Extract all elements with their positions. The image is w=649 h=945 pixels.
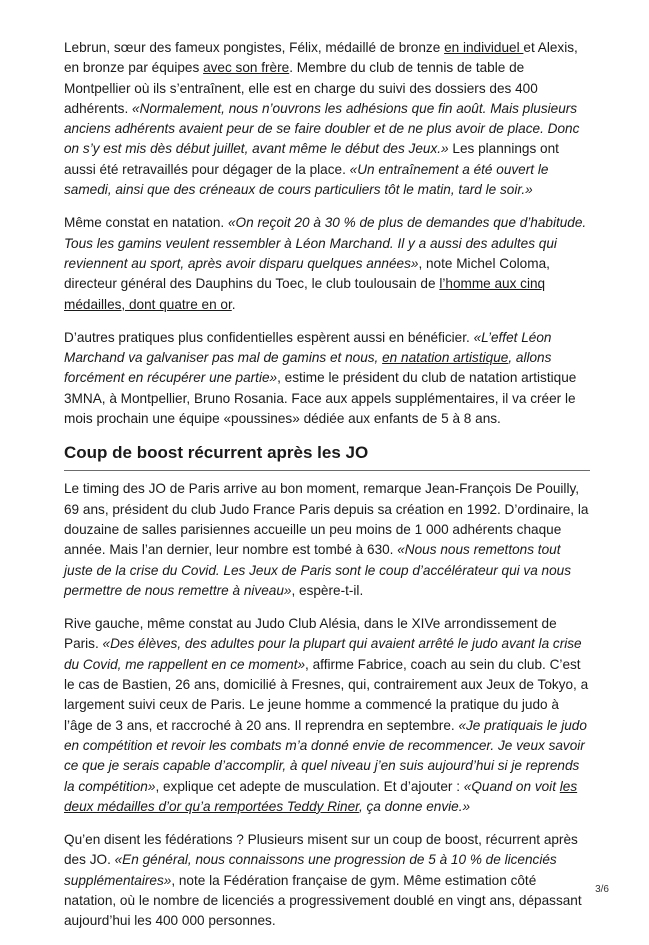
- text-segment: , affirme Fabrice, coach au sein du club. C’est le cas de Bastien, 26 ans, domicilié à Fresnes, qui, contrairement aux Jeux de Tokyo, a largement suivi ceux de Paris. Le jeune homme a commencé la pratique du judo à l’âge de 3 ans, et raccroché à 20 ans. Il reprendra en septembre.: [64, 656, 589, 733]
- quote-text: «Un entraînement a été ouvert le samedi, ainsi que des créneaux de cours particuliers tôt le matin, tard le soir.»: [64, 161, 549, 198]
- article-body: [64, 38, 590, 945]
- inline-link[interactable]: avec son frère: [203, 60, 290, 76]
- inline-link[interactable]: en natation artistique: [382, 350, 509, 366]
- text-segment: Rive gauche, même constat au Judo Club Alésia, dans le XIVe arrondissement de Paris.: [64, 616, 557, 652]
- paragraph: [64, 38, 590, 200]
- text-segment: , note Michel Coloma, directeur général des Dauphins du Toec, le club toulousain de: [64, 255, 550, 292]
- quote-text: «En général, nous connaissons une progression de 5 à 10 % de licenciés supplémentaires»: [64, 852, 557, 888]
- text-segment: et Alexis, en bronze par équipes: [64, 40, 578, 76]
- text-segment: .: [231, 296, 236, 312]
- paragraph: [64, 328, 590, 429]
- text-segment: D’autres pratiques plus confidentielles espèrent aussi en bénéficier.: [64, 329, 474, 345]
- text-segment: , note la Fédération française de gym. Même estimation côté natation, où le nombre de licenciés a progressivement doublé en vingt ans, dépassant aujourd’hui les 400 000 personnes.: [64, 872, 582, 929]
- quote-text: «L’effet Léon Marchand va galvaniser pas mal de gamins et nous,: [64, 329, 552, 366]
- quote-text: «Normalement, nous n’ouvrons les adhésions que fin août. Mais plusieurs anciens adhérents avaient peur de se faire doubler et de ne plus avoir de place. Donc on s’y est mis dès début juillet, avant même le début des Jeux.»: [64, 100, 580, 157]
- quote-text: , ça donne envie.»: [358, 798, 471, 814]
- paragraphs-before-heading: [64, 38, 590, 429]
- text-segment: , explique cet adepte de musculation. Et d’ajouter :: [155, 778, 464, 794]
- text-segment: Les plannings ont aussi été retravaillés pour dégager de la place.: [64, 141, 559, 177]
- page-number: 3/6: [595, 884, 609, 895]
- quote-text: , allons forcément en récupérer une partie»: [64, 350, 552, 386]
- quote-text: «Nous nous remettons tout juste de la crise du Covid. Les Jeux de Paris sont le coup d’accélérateur qui va nous permettre de nous remettre à niveau»: [64, 542, 572, 598]
- quote-text: «Des élèves, des adultes pour la plupart qui avaient arrêté le judo avant la crise du Covid, me rappellent en ce moment»: [64, 636, 582, 672]
- text-segment: . Membre du club de tennis de table de Montpellier où ils s’entraînent, elle est en charge du suivi des dossiers des 400 adhérents.: [64, 60, 538, 116]
- inline-link[interactable]: les deux médailles d’or qu’a remportées Teddy Riner: [64, 778, 578, 814]
- section-heading: Coup de boost récurrent après les JO: [64, 442, 590, 471]
- text-segment: Qu’en disent les fédérations ? Plusieurs misent sur un coup de boost, récurrent après des JO.: [64, 832, 578, 868]
- text-segment: Le timing des JO de Paris arrive au bon moment, remarque Jean-François De Pouilly, 69 ans, président du club Judo France Paris depuis sa création en 1992. D’ordinaire, la douzaine de salles parisiennes accueille un peu moins de 1 000 adhérents chaque année. Mais l’an dernier, leur nombre est tombé à 630.: [64, 481, 589, 558]
- paragraphs-after-heading: [64, 479, 590, 931]
- quote-text: «Quand on voit: [463, 778, 560, 794]
- text-segment: , estime le président du club de natation artistique 3MNA, à Montpellier, Bruno Rosania. Face aux appels supplémentaires, il va créer le mois prochain une équipe «poussines» dédiée aux enfants de 5 à 8 ans.: [64, 370, 577, 427]
- inline-link[interactable]: l’homme aux cinq médailles, dont quatre en or: [64, 276, 546, 312]
- paragraph: [64, 614, 590, 817]
- quote-text: «On reçoit 20 à 30 % de plus de demandes que d’habitude. Tous les gamins veulent ressembler à Léon Marchand. Il y a aussi des adultes qui reviennent au sport, après avoir disparu quelques années»: [64, 215, 587, 271]
- quote-text: «Je pratiquais le judo en compétition et revoir les combats m’a donné envie de recommencer. Je veux savoir ce que je serais capable d’accomplir, à quel niveau j’en suis aujourd’hui si je reprends la compétition»: [64, 717, 587, 794]
- paragraph: [64, 213, 590, 314]
- text-segment: Lebrun, sœur des fameux pongistes, Félix, médaillé de bronze: [64, 40, 445, 55]
- paragraph: [64, 830, 590, 931]
- text-segment: Même constat en natation.: [64, 215, 228, 231]
- text-segment: , espère-t-il.: [291, 582, 364, 598]
- inline-link[interactable]: en individuel: [444, 40, 524, 55]
- paragraph: [64, 479, 590, 601]
